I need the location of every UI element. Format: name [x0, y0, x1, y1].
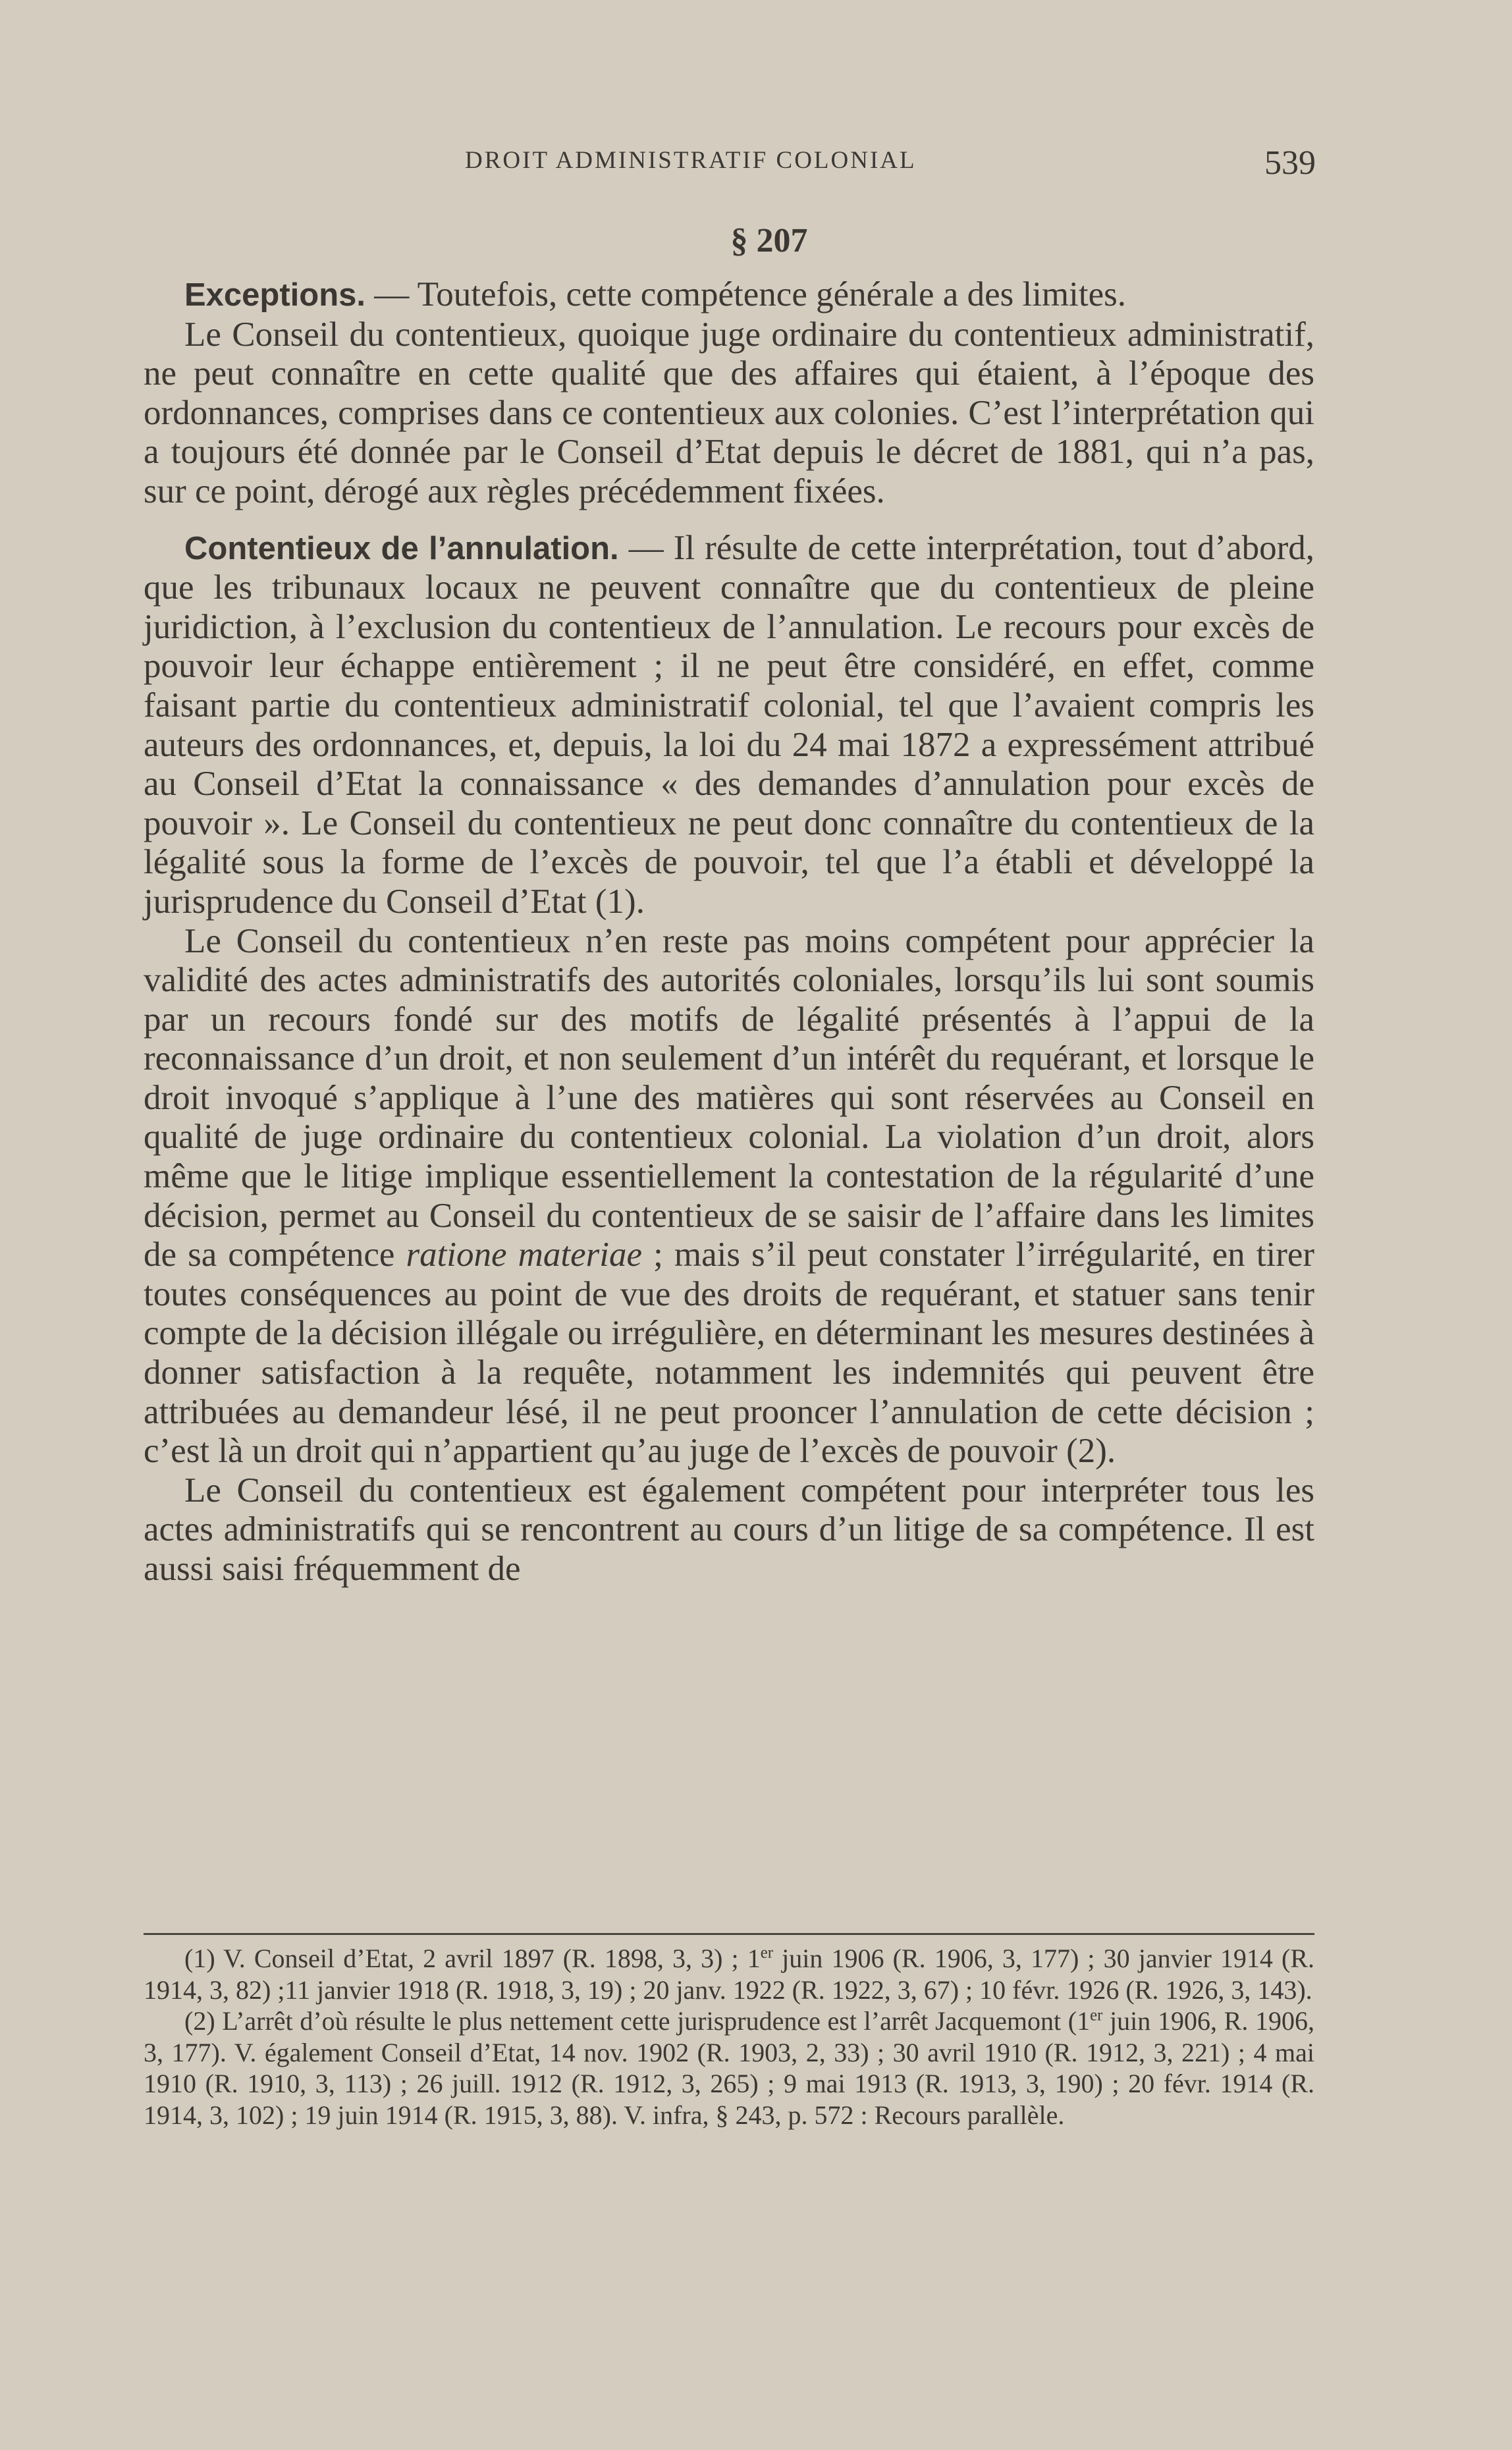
footnotes [144, 1943, 1314, 2131]
paragraph [144, 922, 1314, 1471]
footnote-1 [144, 1943, 1314, 2005]
footnote-2 [144, 2005, 1314, 2131]
footnote-divider [144, 1933, 1314, 1935]
footnote-text: juin 1906 (R. 1906, 3, 177) ; 30 janvier 1914 (R. 1914, 3, 82) ;11 janvier 1918 (R. 1918, 3, 19) ; 20 janv. 1922 (R. 1922, 3, 67) ; 10 févr. 1926 (R. 1926, 3, 143). [144, 1944, 1315, 2005]
footnote-text: (2) L’arrêt d’où résulte le plus nettement cette jurisprudence est l’arrêt Jacquemont (1 [184, 2006, 1091, 2036]
paragraph-text: Le Conseil du contentieux, quoique juge ordinaire du contentieux administratif, ne peut connaître en cette qualité que des affaires qui étaient, à l’époque des ordonnances, comprises dans ce contentieux aux colonies. C’est l’interprétation qui a toujours été donnée par le Conseil d’Etat depuis le décret de 1881, qui n’a pas, sur ce point, dérogé aux règles précédemment fixées. [144, 315, 1314, 510]
paragraph-text: Le Conseil du contentieux est également compétent pour interpréter tous les actes administratifs qui se rencontrent au cours d’un litige de sa compétence. Il est aussi saisi fréquemment de [144, 1471, 1314, 1588]
paragraph-text: Le Conseil du contentieux n’en reste pas moins compétent pour apprécier la validité des actes administratifs des autorités coloniales, lorsqu’ils lui sont soumis par un recours fondé sur des motifs de légalité présentés à l’appui de la reconnaissance d’un droit, et non seulement d’un intérêt du requérant, et lorsque le droit invoqué s’applique à l’une des matières qui sont réservées au Conseil en qualité de juge ordinaire du contentieux colonial. La violation d’un droit, alors même que le litige implique essentiellement la contestation de la régularité d’une décision, permet au Conseil du contentieux de se saisir de l’affaire dans les limites de sa compétence [144, 921, 1314, 1274]
paragraph [144, 1471, 1314, 1589]
paragraph-exceptions [144, 275, 1314, 315]
superscript: er [1090, 2006, 1103, 2025]
run-in-heading: Contentieux de l’annulation. [184, 530, 619, 566]
body-text [144, 275, 1314, 1589]
superscript: er [760, 1944, 774, 1962]
paragraph [144, 315, 1314, 512]
paragraph-text: ; mais s’il peut constater l’irrégularité, en tirer toutes conséquences au point de vue des droits de requérant, et statuer sans tenir compte de la décision illégale ou irrégulière, en déterminant les mesures destinées à donner satisfaction à la requête, notamment les indemnités qui peuvent être attribuées au demandeur lésé, il ne peut prooncer l’annulation de cette décision ; c’est là un droit qui n’appartient qu’au juge de l’excès de pouvoir (2). [144, 1236, 1315, 1471]
section-heading: § 207 [730, 222, 808, 259]
running-title: DROIT ADMINISTRATIF COLONIAL [465, 147, 917, 174]
paragraph-contentieux-annulation [144, 529, 1314, 922]
run-in-heading: Exceptions. [184, 277, 366, 313]
page-number: 539 [1264, 144, 1316, 182]
paragraph-text: — Il résulte de cette interprétation, tout d’abord, que les tribunaux locaux ne peuvent connaître que du contentieux de pleine juridiction, à l’exclusion du contentieux de l’annulation. Le recours pour excès de pouvoir leur échappe entièrement ; il ne peut être considéré, en effet, comme faisant partie du contentieux administratif colonial, tel que l’avaient compris les auteurs des ordonnances, et, depuis, la loi du 24 mai 1872 a expressément attribué au Conseil d’Etat la connaissance « des demandes d’annulation pour excès de pouvoir ». Le Conseil du contentieux ne peut donc connaître du contentieux de la légalité sous la forme de l’excès de pouvoir, tel que l’a établi et développé la jurisprudence du Conseil d’Etat (1). [144, 528, 1314, 921]
latin-phrase: ratione materiae [406, 1236, 643, 1274]
footnote-text: juin 1906, R. 1906, 3, 177). V. également Conseil d’Etat, 14 nov. 1902 (R. 1903, 2, 33) ; 30 avril 1910 (R. 1912, 3, 221) ; 4 mai 1910 (R. 1910, 3, 113) ; 26 juill. 1912 (R. 1912, 3, 265) ; 9 mai 1913 (R. 1913, 3, 190) ; 20 févr. 1914 (R. 1914, 3, 102) ; 19 juin 1914 (R. 1915, 3, 88). V. infra, § 243, p. 572 : Recours parallèle. [144, 2006, 1315, 2130]
footnote-text: (1) V. Conseil d’Etat, 2 avril 1897 (R. 1898, 3, 3) ; 1 [184, 1944, 761, 1973]
paragraph-text: — Toutefois, cette compétence générale a des limites. [365, 275, 1127, 313]
page-header [144, 146, 1316, 192]
